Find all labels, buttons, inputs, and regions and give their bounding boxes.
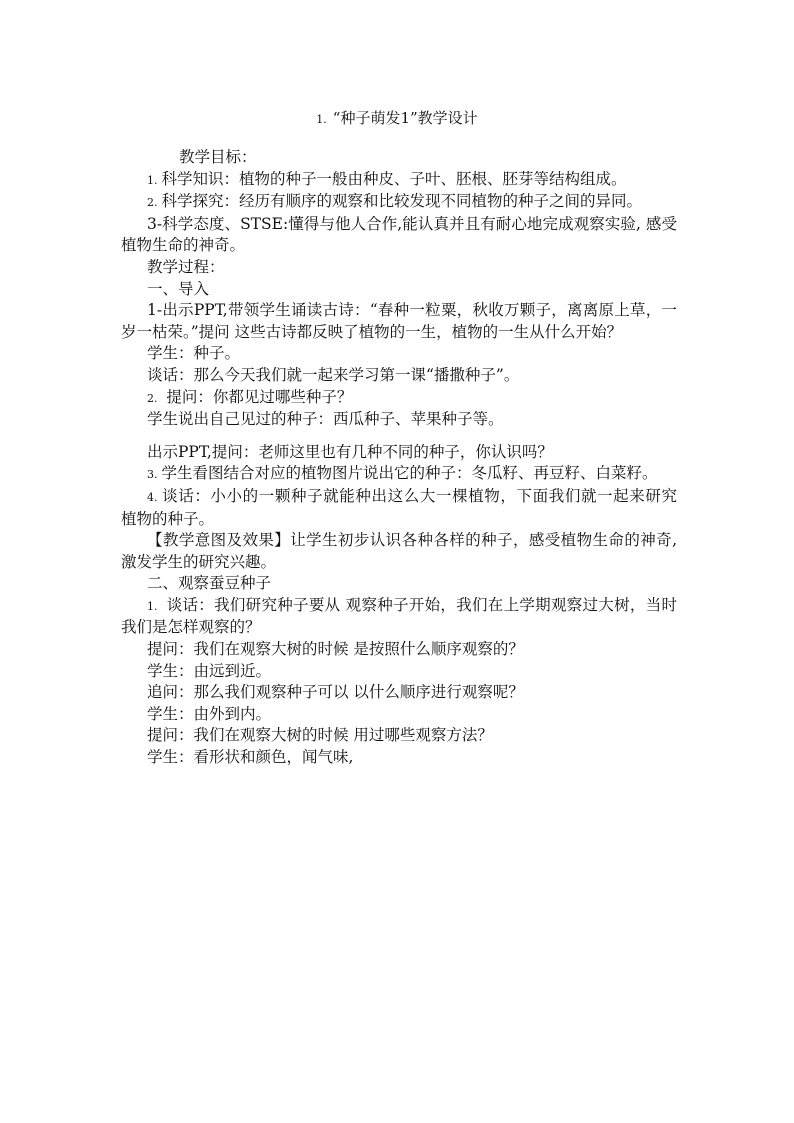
paragraph-text: 【教学意图及效果】让学生初步认识各种各样的种子，感受植物生命的神奇, 激发学生的研究兴趣。 [121,531,677,571]
body-paragraph [121,191,677,214]
paragraph-text: 谈话：小小的一颗种子就能种出这么大一棵植物，下面我们就一起来研究 植物的种子。 [121,486,677,528]
body-paragraph [121,486,677,530]
paragraph-text: 学生说出自己见过的种子：西瓜种子、苹果种子等。 [147,410,504,429]
paragraph-text: 学生：看形状和颜色，闻气味, [147,748,354,767]
body-paragraph [121,463,677,486]
paragraph-text: 提问：我们在观察大树的时候 用过哪些观察方法？ [147,726,493,745]
paragraph-number: 2. [147,196,158,210]
body-paragraph [121,573,677,595]
body-paragraph [121,365,677,387]
paragraph-text: 3-科学态度、STSE:懂得与他人合作,能认真并且有耐心地完成观察实验, 感受植物生命的神奇。 [121,214,677,255]
paragraph-text: 提问：你都见过哪些种子？ [161,387,353,406]
paragraph-text: 1-出示PPT,带领学生诵读古诗：“春种一粒粟，秋收万颗子，离离原上草，一岁一枯荣。”提问 这些古诗都反映了植物的一生，植物的一生从什么开始？ [121,301,677,341]
paragraph-text: 学生：由外到内。 [147,704,272,723]
body-paragraph [121,409,677,431]
paragraph-text: 科学探究：经历有顺序的观察和比较发现不同植物的种子之间的异同。 [161,192,643,211]
body-paragraph [121,387,677,410]
body-paragraph [121,530,677,573]
title-number: 1. [316,113,327,126]
body-paragraph [121,682,677,704]
body-paragraph [121,661,677,683]
paragraph-text: 提问：我们在观察大树的时候 是按照什么顺序观察的？ [147,640,524,659]
body-paragraph [121,639,677,661]
paragraph-text: 学生看图结合对应的植物图片说出它的种子：冬瓜籽、再豆籽、白菜籽。 [161,464,658,483]
paragraph-number: 1. [147,173,158,187]
body-paragraph [121,442,677,464]
body-paragraph [121,343,677,365]
body-paragraph [121,595,677,639]
body-paragraph [121,257,677,279]
body-paragraph [121,725,677,747]
document-title [0,108,794,130]
body-paragraph [121,147,677,169]
paragraph-text: 教学过程： [147,257,225,276]
paragraph-text: 二、观察蚕豆种子 [147,574,272,593]
body-paragraph [121,214,677,257]
body-paragraph [121,279,677,301]
paragraph-text: 学生：种子。 [147,344,241,363]
paragraph-number: 3. [147,468,158,482]
document-body [121,147,677,769]
body-paragraph [121,747,677,769]
body-paragraph [121,704,677,726]
paragraph-text: 科学知识：植物的种子一般由种皮、子叶、胚根、胚芽等结构组成。 [161,169,627,188]
paragraph-number: 2. [147,391,158,405]
paragraph-text: 谈话：我们研究种子要从 观察种子开始，我们在上学期观察过大树，当时我们是怎样观察的？ [121,595,677,637]
body-paragraph [121,169,677,192]
paragraph-text: 教学目标： [179,148,257,166]
paragraph-text: 出示PPT,提问：老师这里也有几种不同的种子，你认识吗？ [147,442,553,461]
paragraph-text: 谈话：那么今天我们就一起来学习第一课“播撒种子”。 [147,365,520,384]
paragraph-text: 追问：那么我们观察种子可以 以什么顺序进行观察呢？ [147,683,524,702]
paragraph-number: 4. [147,490,158,504]
paragraph-number: 1. [147,599,158,613]
paragraph-text: 一、导入 [147,279,210,298]
title-text: “种子萌发1”教学设计 [332,109,478,127]
paragraph-text: 学生：由远到近。 [147,661,272,680]
body-paragraph [121,300,677,343]
